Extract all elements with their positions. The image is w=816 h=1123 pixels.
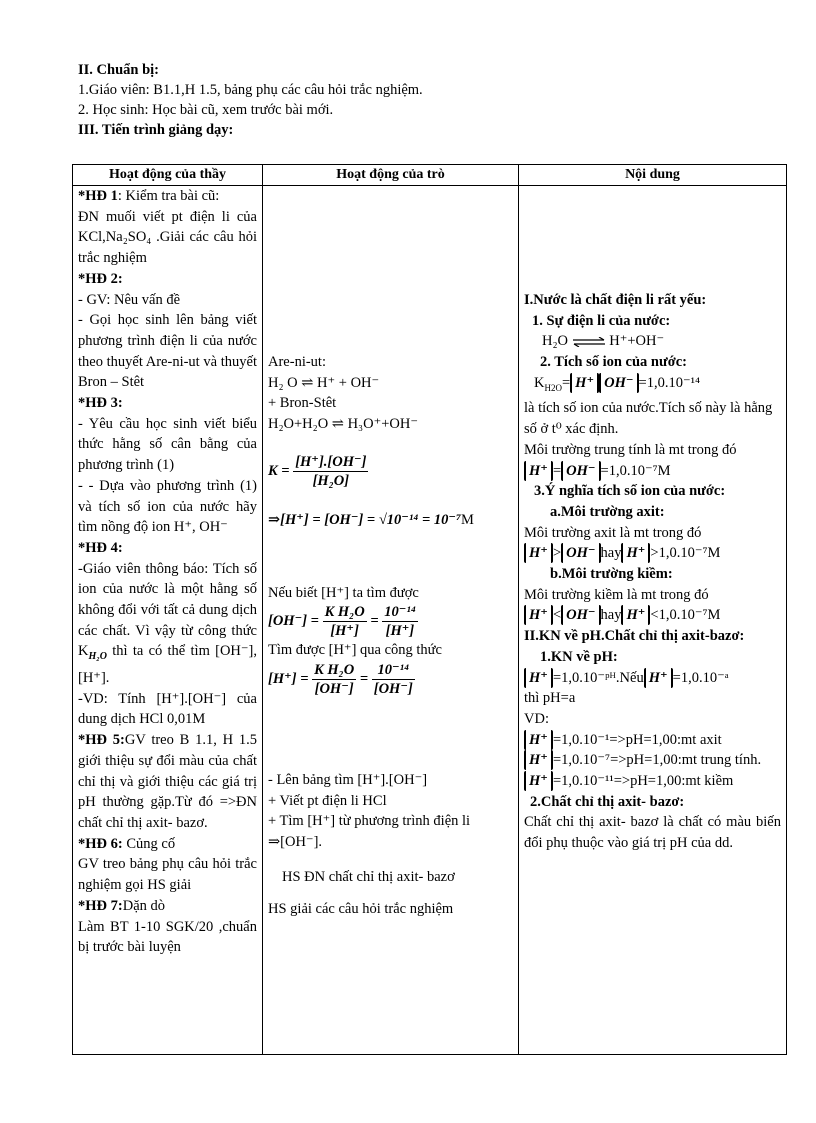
hd1-detail: ĐN muối viết pt điện li của KCl,Na₂SO₄ .Giải các câu hỏi trắc nghiệm xyxy=(78,208,257,267)
k-label: K = xyxy=(268,462,290,479)
h-unit: M xyxy=(461,511,474,528)
teacher-activities-cell xyxy=(73,186,263,1055)
hd3-title: *HĐ 3: xyxy=(78,395,123,412)
section-heading-preparation: II. Chuẩn bị: xyxy=(78,62,159,78)
hd2-title: *HĐ 2: xyxy=(78,270,123,287)
acid-h-bracket-2: H⁺ xyxy=(621,543,650,563)
ph-h-bracket-2: H⁺ xyxy=(644,668,673,688)
hd4-title: *HĐ 4: xyxy=(78,539,123,556)
hd6-title: *HĐ 6: xyxy=(78,835,123,852)
prep-student-line: 2. Học sinh: Học bài cũ, xem trước bài mới. xyxy=(78,102,334,118)
table-body-row xyxy=(73,186,787,1055)
ph-then: thì pH=a xyxy=(524,690,576,707)
oh-fraction-2 xyxy=(382,603,418,640)
neutral-expression: H⁺ = OH⁻ =1,0.10⁻⁷M xyxy=(524,461,781,482)
oh-f2-den: [H⁺] xyxy=(385,623,415,640)
base-expression: H⁺ < OH⁻ hay H⁺ <1,0.10⁻⁷M xyxy=(524,605,781,626)
hd4-line2: -VD: Tính [H⁺].[OH⁻] của dung dịch HCl 0,01M xyxy=(78,690,257,728)
vd3-text: =1,0.10⁻¹¹=>pH=1,00:mt kiềm xyxy=(552,773,734,790)
kw-eq: = xyxy=(561,374,571,391)
oh-lhs: [OH⁻] = xyxy=(268,613,319,630)
arrhenius-label: Are-ni-ut: xyxy=(268,354,326,370)
find-h-text: Tìm được [H⁺] qua công thức xyxy=(268,642,442,659)
hd4-text: -Giáo viên thông báo: Tích số ion của nước là một hằng số không đổi với tất cả dung dịch các chất. Vì vậy từ công thức K xyxy=(78,560,257,660)
h-concentration xyxy=(268,510,513,531)
oh-formula: [OH⁻] = $\frac{\text{K H₂O}}{[H^+]}$ = $\frac{\text{10⁻¹⁴}}{[H^+]}$ xyxy=(268,604,416,640)
acid-description: Môi trường axit là mt trong đó xyxy=(524,524,702,541)
vd3-h-bracket: H⁺ xyxy=(524,771,553,791)
acid-expression: H⁺ > OH⁻ hay H⁺ >1,0.10⁻⁷M xyxy=(524,543,781,564)
h-equation: ⇒[H⁺] = [OH⁻] = √10⁻¹⁴ = 10⁻⁷ xyxy=(268,511,462,528)
base-h-bracket-2: H⁺ xyxy=(621,605,650,625)
bronsted-equation: H₂O+H₂O ⇌ H₃O⁺+OH⁻ xyxy=(268,416,418,433)
base-value: <1,0.10⁻⁷M xyxy=(650,607,721,624)
hd6-detail: GV treo bảng phụ câu hỏi trắc nghiệm gọi HS giải xyxy=(78,856,257,894)
vd1-text: =1,0.10⁻¹=>pH=1,00:mt axit xyxy=(552,731,722,748)
k-denominator: [H₂O] xyxy=(312,472,350,489)
hd4-line1 xyxy=(78,559,257,689)
hd7-detail: Làm BT 1-10 SGK/20 ,chuẩn bị trước bài luyện xyxy=(78,918,257,956)
know-h-text: Nếu biết [H⁺] ta tìm được xyxy=(268,584,419,601)
acid-h-bracket: H⁺ xyxy=(524,543,553,563)
hd1-text: : Kiểm tra bài cũ: xyxy=(117,188,220,204)
hd2-line2: - Gọi học sinh lên bảng viết phương trình điện li của nước theo thuyết Are-ni-ut và thuyết Bron – Stêt xyxy=(78,312,257,391)
hd3-line1: - Yêu cầu học sinh viết biểu thức hằng số cân bằng của phương trình (1) xyxy=(78,415,257,474)
acid-hay: hay xyxy=(600,545,622,562)
hd1-title: *HĐ 1 xyxy=(78,188,118,204)
vd-example-2 xyxy=(524,750,781,771)
content-s2-2: 2.Chất chỉ thị axit- bazơ: xyxy=(530,793,685,810)
content-s2-1: 1.KN về pH: xyxy=(540,648,618,665)
hd7-block xyxy=(78,896,257,917)
content-cell xyxy=(519,186,787,1055)
vd-example-3 xyxy=(524,771,781,792)
hd7-title: *HĐ 7: xyxy=(78,897,123,914)
h-f1-den: [OH⁻] xyxy=(314,680,354,697)
h-fraction-1 xyxy=(312,661,356,698)
student-act5: HS giải các câu hỏi trắc nghiệm xyxy=(268,901,454,918)
h-formula: [H⁺] = $\frac{\text{K H₂O}}{[OH^-]}$ = $\frac{\text{10⁻¹⁴}}{[OH^-]}$ xyxy=(268,661,413,697)
acid-title: a.Môi trường axit: xyxy=(550,503,665,520)
col-header-teacher: Hoạt động của thầy xyxy=(73,165,263,186)
vd1-h-bracket: H⁺ xyxy=(524,730,553,750)
ion-lhs: H₂O xyxy=(542,333,568,350)
oh-f1-den: [H⁺] xyxy=(330,623,359,640)
hd3-line2: - - Dựa vào phương trình (1) và tích số ion của nước hãy tìm nồng độ ion H⁺, OH⁻ xyxy=(78,477,257,536)
neutral-description: Môi trường trung tính là mt trong đó xyxy=(524,441,737,458)
kw-value: =1,0.10⁻¹⁴ xyxy=(638,374,700,391)
vd-label: VD: xyxy=(524,710,549,727)
vd2-text: =1,0.10⁻⁷=>pH=1,00:mt trung tính. xyxy=(552,752,762,769)
ph-definition xyxy=(524,668,781,689)
kw-expression xyxy=(524,373,781,399)
base-hay: hay xyxy=(600,607,622,624)
h-f2-den: [OH⁻] xyxy=(373,680,413,697)
hd2-line1: - GV: Nêu vấn đề xyxy=(78,291,181,308)
oh-f1-num: K H₂O xyxy=(324,604,365,621)
vd-example-1 xyxy=(524,730,781,751)
equilibrium-arrow-icon xyxy=(572,337,606,347)
ion-rhs: H⁺+OH⁻ xyxy=(609,333,665,350)
student-activities-cell xyxy=(263,186,519,1055)
header xyxy=(78,60,778,140)
kw-label: K xyxy=(534,374,545,391)
arrhenius-equation: H₂ O ⇌ H⁺ + OH⁻ xyxy=(268,374,380,391)
k-expression xyxy=(268,453,513,490)
content-s1-2: 2. Tích số ion của nước: xyxy=(540,354,687,371)
kw-sub: H2O xyxy=(544,382,562,393)
vd2-h-bracket: H⁺ xyxy=(524,750,553,770)
student-act4: HS ĐN chất chỉ thị axit- bazơ xyxy=(282,868,455,885)
kw-description: là tích số ion của nước.Tích số này là hằng số ở t⁰ xác định. xyxy=(524,400,773,438)
base-title: b.Môi trường kiềm: xyxy=(550,566,673,583)
neutral-h-bracket: H⁺ xyxy=(524,461,553,481)
col-header-student: Hoạt động của trò xyxy=(263,165,519,186)
content-section2: II.KN về pH.Chất chỉ thị axit-bazơ: xyxy=(524,628,745,645)
kw-oh-bracket: OH⁻ xyxy=(599,373,638,393)
neutral-value: =1,0.10⁻⁷M xyxy=(600,462,671,479)
oh-fraction-1 xyxy=(323,603,367,640)
base-description: Môi trường kiềm là mt trong đó xyxy=(524,586,709,603)
ph-h-bracket: H⁺ xyxy=(524,668,553,688)
col-header-content: Nội dung xyxy=(519,165,787,186)
student-act2: + Viết pt điện li HCl xyxy=(268,792,387,809)
hd4-text-b: thì ta có thể tìm [OH⁻], [H⁺]. xyxy=(78,643,257,687)
k-numerator: [H⁺].[OH⁻] xyxy=(295,453,367,470)
h-f2-num: 10⁻¹⁴ xyxy=(372,661,415,680)
h-f1-num: K H₂O xyxy=(314,661,355,678)
hd7-text: Dặn dò xyxy=(122,897,166,914)
content-s1-1: 1. Sự điện li của nước: xyxy=(532,312,671,329)
base-oh-bracket: OH⁻ xyxy=(561,605,600,625)
ph-def1: =1,0.10⁻ᵖᴴ.Nếu xyxy=(552,669,644,686)
content-section1: I.Nước là chất điện li rất yếu: xyxy=(524,292,707,308)
hd5-text: GV treo B 1.1, H 1.5 giới thiệu sự đổi màu của chất chỉ thị và giới thiệu các giá trị pH thường gặp.Từ đó =>ĐN chất chỉ thị axit- bazơ. xyxy=(78,732,257,831)
ionization-equation xyxy=(524,331,781,352)
section-heading-process: III. Tiến trình giảng dạy: xyxy=(78,122,234,138)
student-act1: - Lên bảng tìm [H⁺].[OH⁻] xyxy=(268,771,428,788)
k-fraction xyxy=(293,453,368,490)
hd5-title: *HĐ 5: xyxy=(78,732,125,749)
student-act3: + Tìm [H⁺] từ phương trình điện li ⇒[OH⁻]. xyxy=(268,813,471,851)
h-lhs: [H⁺] = xyxy=(268,670,309,687)
lesson-table xyxy=(72,164,787,1055)
prep-teacher-line: 1.Giáo viên: B1.1,H 1.5, bảng phụ các câu hỏi trắc nghiệm. xyxy=(78,82,423,98)
indicator-definition: Chất chỉ thị axit- bazơ là chất có màu biến đổi phụ thuộc vào giá trị pH của dd. xyxy=(524,814,781,852)
h-fraction-2 xyxy=(372,661,415,698)
content-s1-3: 3.Ý nghĩa tích số ion của nước: xyxy=(534,483,726,500)
bronsted-label: + Bron-Stêt xyxy=(268,395,337,412)
acid-oh-bracket: OH⁻ xyxy=(561,543,600,563)
hd4-subscript: H₂O xyxy=(88,651,107,663)
kw-h-bracket: H⁺ xyxy=(570,373,599,393)
table-header-row xyxy=(73,165,787,186)
oh-f2-num: 10⁻¹⁴ xyxy=(384,604,416,621)
acid-value: >1,0.10⁻⁷M xyxy=(650,545,721,562)
ph-def2: =1,0.10⁻ᵃ xyxy=(672,669,729,686)
hd5-block xyxy=(78,730,257,834)
hd6-text: Củng cố xyxy=(122,835,176,852)
hd1-block xyxy=(78,186,257,207)
base-h-bracket: H⁺ xyxy=(524,605,553,625)
neutral-oh-bracket: OH⁻ xyxy=(561,461,600,481)
hd6-block xyxy=(78,834,257,855)
